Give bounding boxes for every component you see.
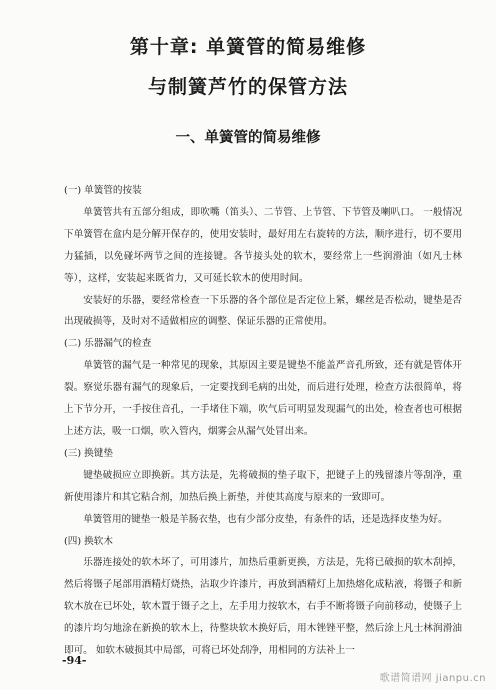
- subsection-heading-2: (二) 乐器漏气的检查: [64, 338, 152, 350]
- paragraph: 单簧管共有五部分组成，即吹嘴（笛头）、二节管、上节管、下节管及喇叭口。 一般情况下单簧管在盒内是分解开保存的，使用安装时，最好用左右旋转的方法，顺序进行，切不要用力猛插，以免碰坏两节之间的连接键。各节接头处的软木，要经常上一些润滑油（如凡士林等），这样，安装起来既省力，又可延长软木的使用时间。: [64, 206, 462, 284]
- watermark: 歌谱简谱网 jianpu.cn: [379, 673, 486, 684]
- subsection-heading-1: (一) 单簧管的按装: [64, 185, 142, 196]
- paragraph: 键垫破损应立即换新。其方法是，先将破损的垫子取下，把键子上的残留漆片等刮净，重新使用漆片和其它粘合剂，加热后换上新垫，并使其高度与原来的一致即可。: [64, 469, 462, 503]
- body-text: [64, 180, 462, 662]
- page-number: -94-: [62, 654, 87, 667]
- chapter-title-line2: 与制簧芦竹的保管方法: [147, 76, 348, 98]
- chapter-title-line1: 第十章: 单簧管的简易维修: [129, 36, 367, 58]
- paragraph: 单簧管用的键垫一般是羊肠衣垫，也有少部分皮垫，有条件的话，还是选择皮垫为好。: [83, 513, 448, 525]
- paragraph: 安装好的乐器，要经常检查一下乐器的各个部位是否定位上紧，螺丝是否松动，键垫是否出现破损等，及时对不适做相应的调整、保证乐器的正常使用。: [64, 294, 462, 328]
- subsection-heading-4: (四) 换软木: [64, 535, 113, 547]
- subsection-heading-3: (三) 换键垫: [64, 447, 113, 459]
- section-title: 一、单簧管的简易维修: [175, 130, 321, 146]
- paragraph: 单簧管的漏气是一种常见的现象，其原因主要是键垫不能盖严音孔所致，还有就是管体开裂。察觉乐器有漏气的现象后，一定要找到毛病的出处，而后进行处理，检查方法很简单，将上下节分开，一手按住音孔，一手堵住下端，吹气后可明显发现漏气的出处，检查者也可根据上述方法，吸一口烟，吹入管内，烟雾会从漏气处冒出来。: [64, 360, 462, 437]
- paragraph: 乐器连接处的软木坏了，可用漆片，加热后重新更换，方法是，先将已破损的软木刮掉，然后将镊子尾部用酒精灯烧热，沾取少许漆片，再放到酒精灯上加热熔化成粘液，将镊子和新软木放在已坏处，软木置于镊子之上，左手用力按软木，右手不断将镊子向前移动，使镊子上的漆片均匀地涂在新换的软木上，待整块软木换好后，用木锉锉平整，然后涂上凡士林润滑油即可。 如软木破损其中局部，可将已坏处刮净，用相同的方法补上一: [64, 557, 462, 657]
